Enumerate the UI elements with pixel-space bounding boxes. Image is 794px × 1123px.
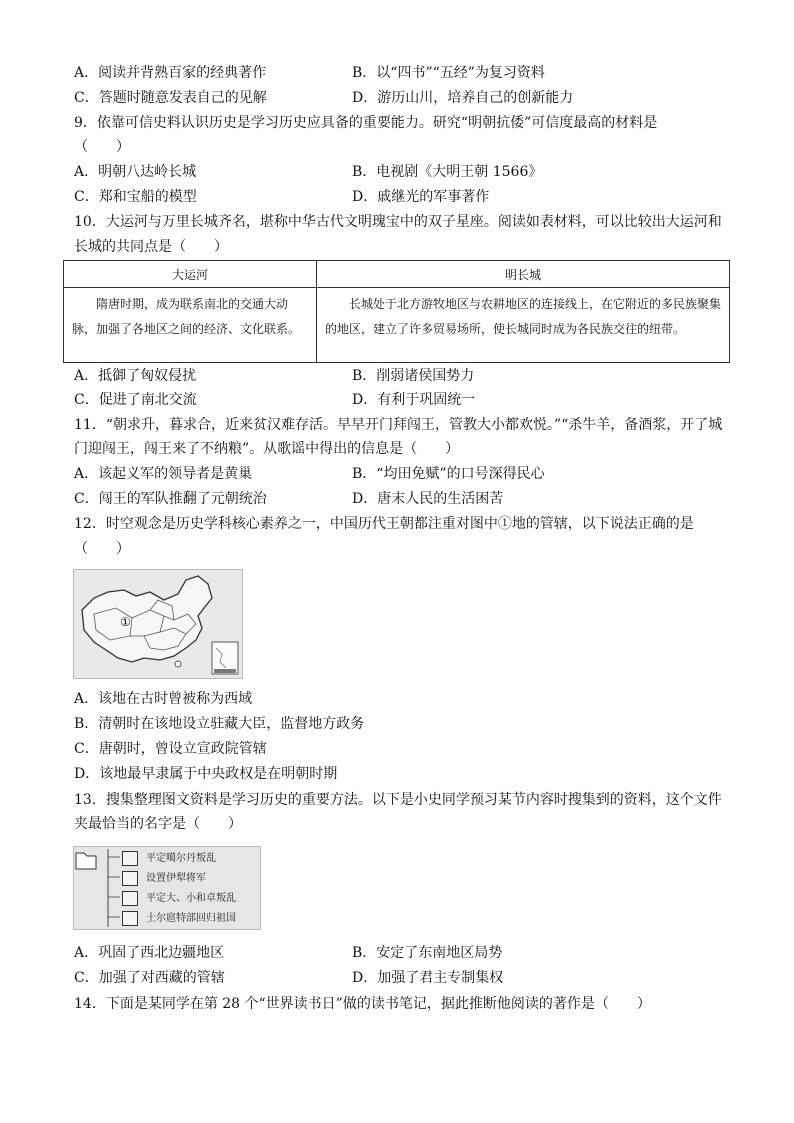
q13-option-b: B．安定了东南地区局势 (352, 945, 503, 961)
q9-stem: 9．依靠可信史料认识历史是学习历史应具备的重要能力。研究“明朝抗倭”可信度最高的材料是 (74, 115, 658, 131)
table-header-ming-great-wall: 明长城 (317, 261, 730, 288)
q12-option-b: B．清朝时在该地设立驻藏大臣，监督地方政务 (74, 716, 365, 732)
document-icon (122, 851, 138, 866)
q10-comparison-table (63, 260, 730, 363)
q11-stem-line2: 门迎闯王，闯王来了不纳粮”。从歌谣中得出的信息是（ ） (74, 441, 460, 457)
q9-option-b: B．电视剧《大明王朝 1566》 (352, 164, 543, 180)
q9-answer-paren: （ ） (74, 139, 130, 155)
folder-screenshot (73, 846, 261, 930)
table-cell-ming-great-wall: 长城处于北方游牧地区与农耕地区的连接线上，在它附近的多民族聚集的地区，建立了许多贸易场所，使长城同时成为各民族交往的纽带。 (317, 288, 730, 363)
q10-option-a: A．抵御了匈奴侵扰 (74, 368, 197, 384)
q11-stem-line1: 11．“朝求升，暮求合，近来贫汉难存活。早早开门拜闯王，管教大小都欢悦。”“杀牛羊，备酒浆，开了城 (74, 417, 723, 433)
q10-stem-line1: 10．大运河与万里长城齐名，堪称中华古代文明瑰宝中的双子星座。阅读如表材料，可以比较出大运河和 (74, 214, 722, 230)
folder-item: 设置伊犁将军 (146, 873, 206, 884)
folder-item: 土尔扈特部回归祖国 (146, 913, 236, 924)
q9-option-c: C．郑和宝船的模型 (74, 189, 197, 205)
china-map-outline (74, 570, 242, 678)
q8-option-b: B．以“四书”“五经”为复习资料 (352, 65, 545, 81)
q13-stem-line2: 夹最恰当的名字是（ ） (74, 816, 242, 832)
q14-stem: 14．下面是某同学在第 28 个“世界读书日”做的读书笔记，据此推断他阅读的著作是（ ） (74, 996, 651, 1012)
q13-stem-line1: 13．搜集整理图文资料是学习历史的重要方法。以下是小史同学预习某节内容时搜集到的资料，这个文件 (74, 792, 722, 808)
q12-answer-paren: （ ） (74, 541, 130, 557)
q12-stem: 12．时空观念是历史学科核心素养之一，中国历代王朝都注重对图中①地的管辖，以下说法正确的是 (74, 516, 694, 532)
q10-option-c: C．促进了南北交流 (74, 392, 197, 408)
q8-option-a: A．阅读并背熟百家的经典著作 (74, 65, 267, 81)
q10-stem-line2: 长城的共同点是（ ） (74, 239, 228, 255)
map-marker-1: ① (120, 615, 131, 629)
table-header-grand-canal: 大运河 (64, 261, 317, 288)
table-cell-grand-canal: 隋唐时期，成为联系南北的交通大动脉，加强了各地区之间的经济、文化联系。 (64, 288, 317, 363)
q11-option-a: A．该起义军的领导者是黄巢 (74, 466, 253, 482)
q9-option-a: A．明朝八达岭长城 (74, 164, 197, 180)
q13-option-a: A．巩固了西北边疆地区 (74, 945, 225, 961)
q12-option-d: D．该地最早隶属于中央政权是在明朝时期 (74, 766, 338, 782)
q11-option-b: B．“均田免赋”的口号深得民心 (352, 466, 545, 482)
q10-option-b: B．削弱诸侯国势力 (352, 368, 475, 384)
q13-option-d: D．加强了君主专制集权 (352, 970, 504, 986)
q12-option-c: C．唐朝时，曾设立宣政院管辖 (74, 741, 267, 757)
document-icon (122, 871, 138, 886)
image-file-icon (122, 891, 138, 906)
q11-option-c: C．闯王的军队推翻了元朝统治 (74, 491, 267, 507)
q10-option-d: D．有利于巩固统一 (352, 392, 476, 408)
q13-option-c: C．加强了对西藏的管辖 (74, 970, 225, 986)
q9-option-d: D．戚继光的军事著作 (352, 189, 490, 205)
q11-option-d: D．唐末人民的生活困苦 (352, 491, 504, 507)
film-file-icon (122, 911, 138, 926)
q8-option-c: C．答题时随意发表自己的见解 (74, 90, 267, 106)
china-map-image (73, 569, 243, 679)
folder-item: 平定噶尔丹叛乱 (146, 853, 216, 864)
q8-option-d: D．游历山川，培养自己的创新能力 (352, 90, 574, 106)
folder-item: 平定大、小和卓叛乱 (146, 893, 236, 904)
q12-option-a: A．该地在古时曾被称为西域 (74, 691, 253, 707)
